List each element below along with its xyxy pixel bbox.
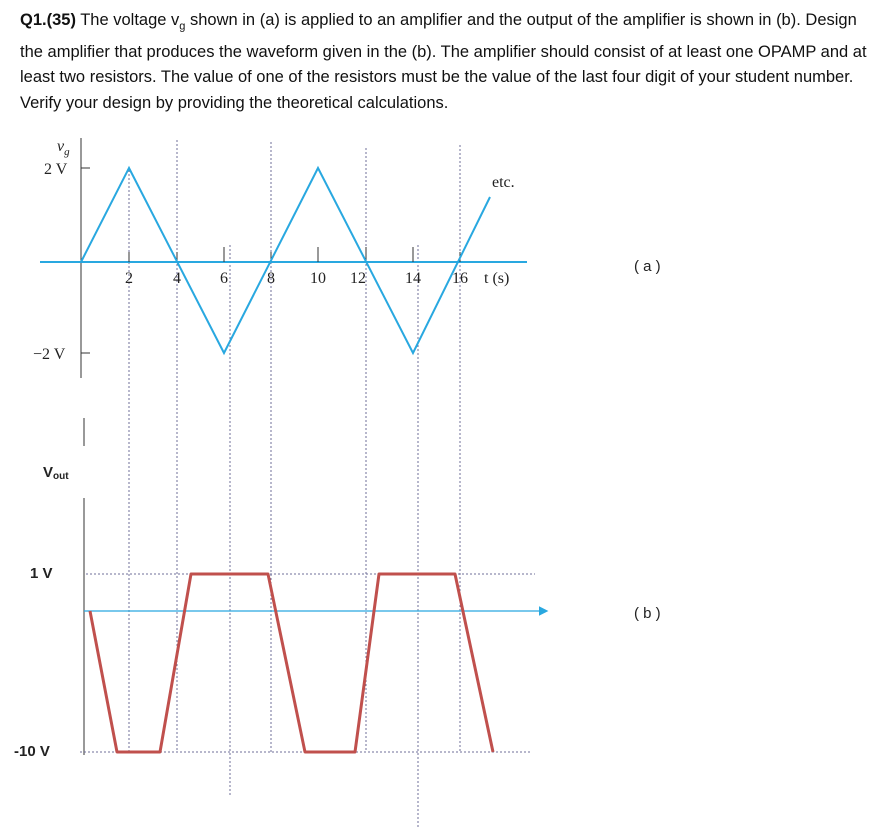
x-tick-label: 10 <box>310 270 326 287</box>
fig-a-y-bottom-label: −2 V <box>33 346 66 363</box>
question-number: Q1.(35) <box>20 11 76 29</box>
fig-a-etc-label: etc. <box>492 174 515 191</box>
question-text-rest: shown in (a) is applied to an amplifier and the output of the amplifier is shown in (b). Design the amplifier that produces the waveform given in the (b). The amplifier should consist of at least one OPAMP and at least two resistors. The value of one of the resistors must be the value of the last four digit of your student number. Verify your design by providing the theoretical calculations. <box>20 11 867 112</box>
x-tick-label: 14 <box>405 270 421 287</box>
vertical-guide-lines <box>129 140 460 828</box>
fig-b-y-top-label: 1 V <box>30 565 53 582</box>
figure-a <box>33 138 661 378</box>
x-tick-label: 4 <box>173 270 181 287</box>
fig-a-x-ticks <box>129 247 460 262</box>
fig-a-y-top-label: 2 V <box>44 161 68 178</box>
x-tick-label: 2 <box>125 270 133 287</box>
x-tick-label: 6 <box>220 270 228 287</box>
fig-a-triangle-wave <box>81 168 490 353</box>
question-subscript: g <box>179 20 186 33</box>
fig-b-y-bottom-label: -10 V <box>14 743 50 760</box>
fig-a-panel-label: ( a ) <box>634 258 661 275</box>
x-tick-label: 8 <box>267 270 275 287</box>
fig-a-x-tick-labels <box>125 270 468 287</box>
fig-b-panel-label: ( b ) <box>634 605 661 622</box>
x-tick-label: 16 <box>452 270 468 287</box>
question-text-start: The voltage v <box>75 11 180 29</box>
figure-b <box>14 418 661 760</box>
fig-a-y-axis-label: $v_g$ <box>57 138 70 158</box>
fig-a-x-axis-label: t (s) <box>484 270 510 287</box>
x-tick-label: 12 <box>350 270 366 287</box>
fig-b-output-waveform <box>90 574 493 752</box>
fig-b-y-axis-label: Vout <box>43 464 69 482</box>
